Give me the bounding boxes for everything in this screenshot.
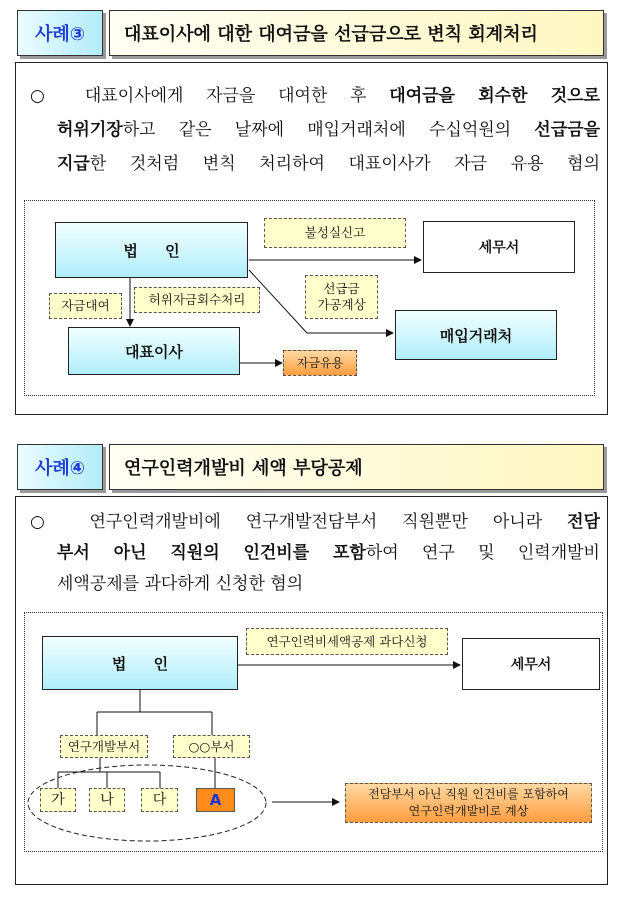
label-text: 다 (152, 792, 167, 808)
case3-unfaithful-report-label (264, 218, 406, 248)
case3-tax-office-box: 세무서 (423, 221, 575, 273)
case4-staff-ga (40, 788, 76, 812)
case4-title: 연구인력개발비 세액 부당공제 (109, 444, 604, 490)
case4-staff-da (141, 788, 178, 812)
label-text: 허위자금회수처리 (148, 292, 246, 307)
case3-ceo-box: 대표이사 (68, 327, 240, 375)
text-segment-bold: 지급 (57, 154, 90, 174)
case4-corp-box: 법 인 (42, 636, 238, 690)
case4-overclaim-label (246, 628, 448, 655)
text-segment-bold: 부서 아닌 직원의 인건비를 포함 (57, 543, 366, 563)
case4-tax-office-box: 세무서 (462, 638, 600, 690)
label-text-line-2: 가공계상 (317, 297, 366, 312)
case3-label: 사례③ (17, 10, 103, 56)
label-text: 가 (51, 792, 65, 808)
label-text: 나 (100, 792, 114, 808)
label-text-line-2: 연구인력개발비로 계상 (408, 804, 529, 818)
label-text-line-1: 전담부서 아닌 직원 인건비를 포함하여 (368, 787, 569, 801)
text-segment: 한 것처럼 변칙 처리하여 대표이사가 자금 유용 혐의 (89, 154, 600, 174)
text-segment: 세액공제를 과다하게 신청한 혐의 (57, 574, 304, 594)
bullet: ○ (30, 86, 63, 106)
case3-text-line-2 (57, 115, 600, 145)
text-segment-bold: 대여금을 회수한 것으로 (389, 86, 600, 106)
case4-staff-a: A (196, 788, 235, 812)
case4-text-line-3 (57, 569, 600, 599)
case3-loan-label (49, 293, 122, 319)
case4-other-dept-box (173, 735, 250, 758)
label-text-line-1: 선급금 (323, 281, 360, 296)
text-segment: 대표이사에게 자금을 대여한 후 (84, 86, 390, 106)
case3-misuse-label (283, 350, 357, 376)
text-segment-bold: 허위기장 (57, 120, 123, 140)
case4-result-label (345, 783, 592, 823)
label-text: 자금유용 (296, 355, 344, 370)
text-segment-bold: 전담 (567, 512, 600, 532)
label-text: 연구개발부서 (67, 738, 141, 754)
case3-text-line-1 (30, 81, 600, 111)
case4-staff-na (89, 788, 125, 812)
label-text: 연구인력비세액공제 과다신청 (266, 633, 428, 649)
label-text: 불성실신고 (304, 225, 366, 240)
text-segment: 하고 같은 날짜에 매입거래처에 수십억원의 (122, 120, 535, 140)
case3-title: 대표이사에 대한 대여금을 선급금으로 변칙 회계처리 (109, 10, 604, 56)
bullet: ○ (30, 512, 65, 532)
label-text: 자금대여 (61, 298, 110, 313)
text-segment-bold: 선급금을 (534, 120, 600, 140)
case4-text-line-1 (30, 507, 600, 537)
text-segment: 하여 연구 및 인력개발비 (365, 543, 600, 563)
case3-corp-box: 법 인 (55, 222, 248, 278)
case3-text-line-3 (57, 149, 600, 179)
case3-vendor-box: 매입거래처 (395, 310, 557, 360)
case4-text-line-2 (57, 538, 600, 568)
case4-label: 사례④ (17, 444, 103, 490)
text-segment: 연구인력개발비에 연구개발전담부서 직원뿐만 아니라 (89, 512, 568, 532)
case3-prepayment-label (305, 275, 378, 319)
label-text: ○○부서 (188, 738, 235, 754)
case3-false-recovery-label (134, 287, 260, 313)
case4-rd-dept-box (60, 735, 148, 758)
